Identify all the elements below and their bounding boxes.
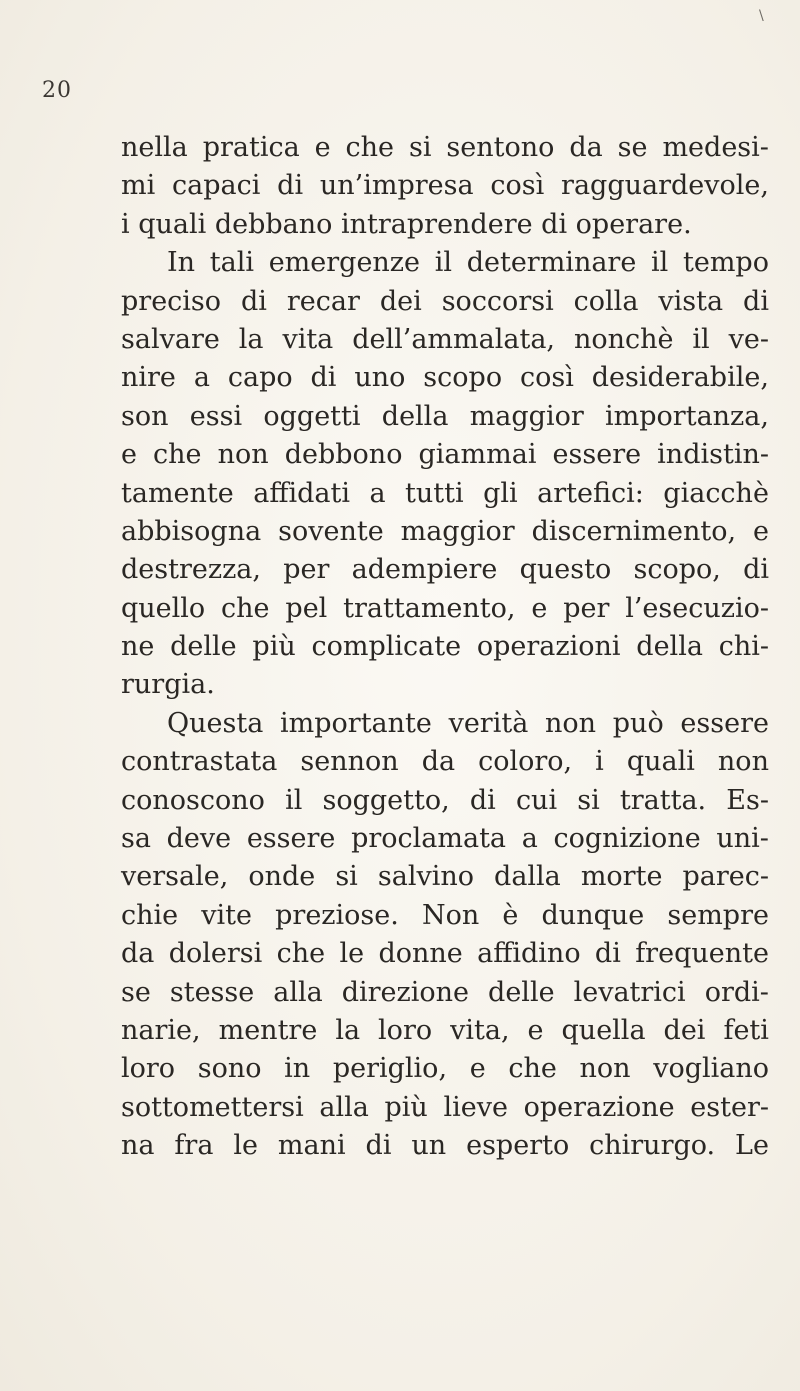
text-line: nire a capo di uno scopo così desiderabile, — [121, 362, 769, 394]
corner-mark: \ — [759, 8, 764, 24]
text-line: son essi oggetti della maggior importanza, — [121, 400, 769, 432]
body-text — [121, 129, 769, 1166]
page-number: 20 — [42, 78, 72, 103]
text-line: nella pratica e che si sentono da se medesi- — [121, 132, 769, 163]
text-line: se stesse alla direzione delle levatrici ordi- — [121, 976, 769, 1008]
text-line: sottomettersi alla più lieve operazione ester- — [121, 1091, 769, 1123]
text-line: versale, onde si salvino dalla morte parec- — [121, 861, 769, 893]
text-line: preciso di recar dei soccorsi colla vista di — [121, 285, 769, 317]
text-line: conoscono il soggetto, di cui si tratta. Es- — [121, 784, 769, 816]
text-line: e che non debbono giammai essere indistin- — [121, 439, 769, 471]
text-line: mi capaci di un’impresa così ragguardevole, — [121, 170, 769, 202]
text-line: Questa importante verità non può essere — [167, 707, 769, 739]
text-line: loro sono in periglio, e che non vogliano — [121, 1053, 769, 1085]
text-line: i quali debbano intraprendere di operare. — [121, 208, 692, 240]
text-line: rurgia. — [121, 669, 215, 701]
text-line: quello che pel trattamento, e per l’esecuzio- — [121, 592, 769, 624]
text-line: In tali emergenze il determinare il tempo — [167, 247, 769, 279]
text-line: destrezza, per adempiere questo scopo, di — [121, 554, 769, 586]
text-line: na fra le mani di un esperto chirurgo. Le — [121, 1130, 769, 1162]
text-line: narie, mentre la loro vita, e quella dei feti — [121, 1014, 769, 1046]
text-line: abbisogna sovente maggior discernimento, e — [121, 515, 769, 547]
text-line: da dolersi che le donne affidino di frequente — [121, 938, 769, 970]
text-line: chie vite preziose. Non è dunque sempre — [121, 899, 769, 931]
text-line: contrastata sennon da coloro, i quali non — [121, 746, 769, 778]
text-line: tamente affidati a tutti gli artefici: giacchè — [121, 477, 769, 509]
text-line: ne delle più complicate operazioni della chi- — [121, 631, 769, 663]
text-line: salvare la vita dell’ammalata, nonchè il ve- — [121, 323, 769, 355]
text-line: sa deve essere proclamata a cognizione uni- — [121, 823, 769, 855]
